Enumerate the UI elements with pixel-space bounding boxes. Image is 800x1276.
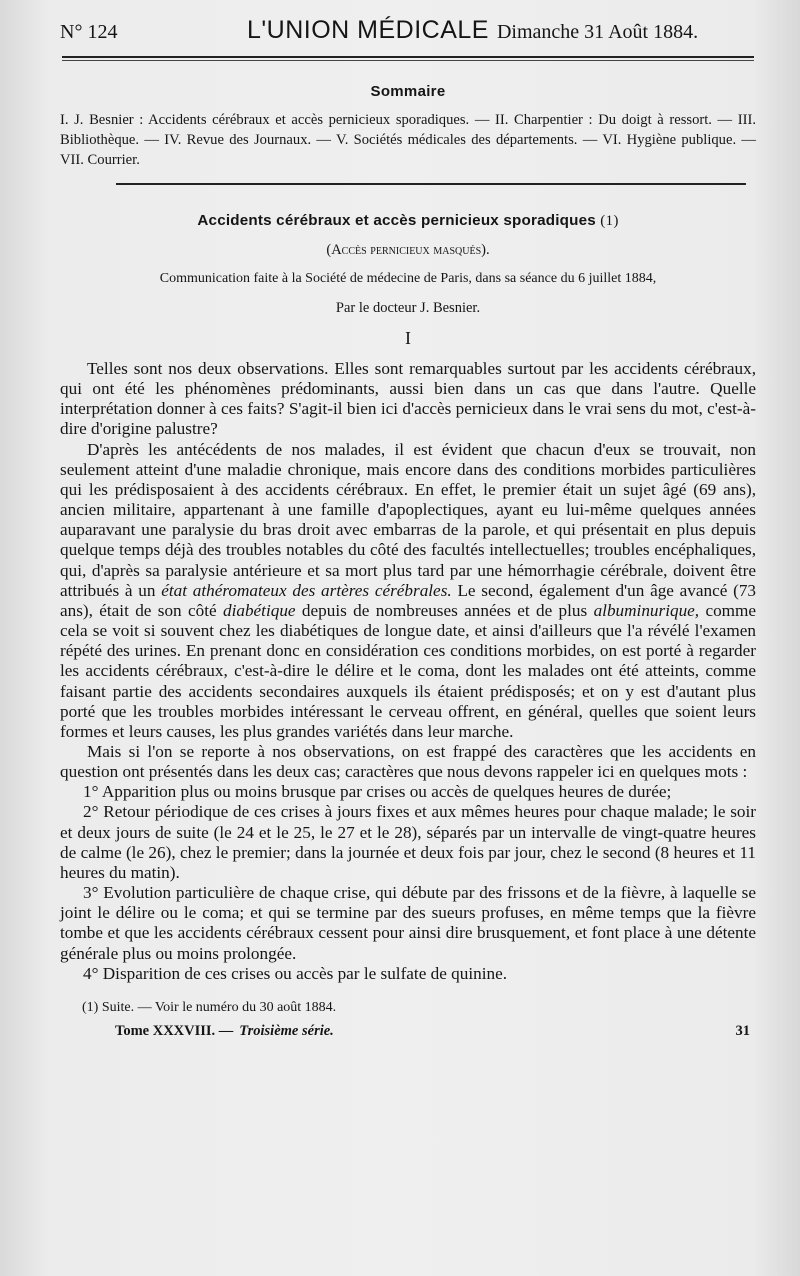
- paragraph-2-part-a: D'après les antécédents de nos malades, il est évident que chacun d'eux se trouvait, non seulement atteint d'une maladie chronique, mais encore dans des conditions morbides particulières qui les prédisposaient à des accidents cérébraux. En effet, le premier était un sujet âgé (69 ans), ancien militaire, appartenant à une famille d'apoplectiques, ayant eu lui-même quelques années auparavant une paralysie du bras droit avec embarras de la parole, et qui présentait en plus depuis quelque temps déjà des troubles notables du côté des facultés intellectuelles; troubles encéphaliques, qui, d'après sa paralysie antérieure et sa mort plus tard par une hémorrhagie cérébrale, doivent être attribués à un: [60, 439, 756, 600]
- volume-label: Tome XXXVIII. —: [115, 1022, 234, 1039]
- issue-number: N° 124: [60, 21, 118, 43]
- paragraph-3: Mais si l'on se reporte à nos observations, on est frappé des caractères que les accidents en question ont présentés dans les deux cas; caractères que nous devons rappeler ici en quelques mots :: [60, 741, 756, 782]
- footnote-marker: (1): [600, 212, 619, 229]
- list-item-3: 3° Evolution particulière de chaque crise, qui débute par des frissons et de la fièvre, à laquelle se joint le délire ou le coma; et qui se termine par des sueurs profuses, en même temps que la fièvre tombe et que les accidents cérébraux cessent pour ainsi dire brusquement, et font place à une détente générale plus ou moins prolongée.: [60, 883, 756, 963]
- series-label: Troisième série.: [239, 1022, 334, 1039]
- summary-text: I. J. Besnier : Accidents cérébraux et accès pernicieux sporadiques. — II. Charpentier : Du doigt à ressort. — III. Bibliothèque. — IV. Revue des Journaux. — V. Sociétés médicales des départements. — VI. Hygiène publique. — VII. Courrier.: [60, 112, 756, 168]
- article-title-text: Accidents cérébraux et accès pernicieux sporadiques: [197, 212, 596, 229]
- summary-title: Sommaire: [370, 83, 446, 100]
- paragraph-1: Telles sont nos deux observations. Elles sont remarquables surtout par les accidents cérébraux, qui ont été les phénomènes prédominants, aussi bien dans un cas que dans l'autre. Quelle interprétation donner à ces faits? S'agit-il bien ici d'accès pernicieux dans le vrai sens du mot, c'est-à-dire d'origine palustre?: [60, 359, 756, 439]
- page-number: 31: [735, 1022, 750, 1039]
- article-subtitle: (Accès pernicieux masqués).: [326, 242, 490, 258]
- paragraph-2: [60, 440, 756, 742]
- header-rule-thin: [62, 60, 754, 61]
- paragraph-2-italic-2: diabétique: [222, 600, 296, 620]
- article-byline: Par le docteur J. Besnier.: [335, 300, 481, 316]
- paragraph-2-part-d: comme cela se voit si souvent chez les diabétiques de longue date, et ainsi d'ailleurs que l'a révélé l'examen répété des urines. En prenant donc en considération ces conditions morbides, on est porté à regarder les accidents cérébraux, c'est-à-dire le délire et le coma, dont les malades ont été atteints, comme faisant partie des accidents secondaires auxquels ils étaient prédisposés; et on y est d'autant plus porté que les troubles morbides intéressant le cerveau offrent, en général, quelles que soient leurs formes et leurs causes, les plus grandes variétés dans leur marche.: [60, 600, 757, 741]
- list-item-1: 1° Apparition plus ou moins brusque par crises ou accès de quelques heures de durée;: [83, 782, 672, 802]
- issue-date: Dimanche 31 Août 1884.: [496, 21, 699, 43]
- footnote: (1) Suite. — Voir le numéro du 30 août 1884.: [82, 999, 337, 1015]
- section-number: I: [405, 328, 411, 348]
- list-item-4: 4° Disparition de ces crises ou accès par le sulfate de quinine.: [83, 963, 507, 983]
- summary-rule: [116, 183, 746, 185]
- paragraph-2-italic-1: état athéromateux des artères cérébrales.: [161, 580, 452, 600]
- article-title: [60, 212, 756, 230]
- header-rule: [62, 56, 754, 58]
- article-body: [60, 359, 756, 984]
- article-communication: Communication faite à la Société de médecine de Paris, dans sa séance du 6 juillet 1884,: [159, 271, 657, 286]
- list-item-2: 2° Retour périodique de ces crises à jours fixes et aux mêmes heures pour chaque malade; le soir et deux jours de suite (le 24 et le 25, le 27 et le 28), séparés par un intervalle de vingt-quatre heures de calme (le 26), chez le premier; dans la journée et deux fois par jour, chez le second (8 heures et 11 heures du matin).: [60, 802, 756, 882]
- journal-title: L'UNION MÉDICALE: [247, 16, 489, 44]
- page-header: [60, 16, 756, 56]
- paragraph-2-part-b: Le second, également d'un âge avancé (73 ans), était de son côté: [60, 580, 757, 620]
- page-footer: [60, 1023, 756, 1040]
- paragraph-2-part-c: depuis de nombreuses années et de plus: [301, 600, 588, 620]
- paragraph-2-italic-3: albuminurique,: [593, 600, 700, 620]
